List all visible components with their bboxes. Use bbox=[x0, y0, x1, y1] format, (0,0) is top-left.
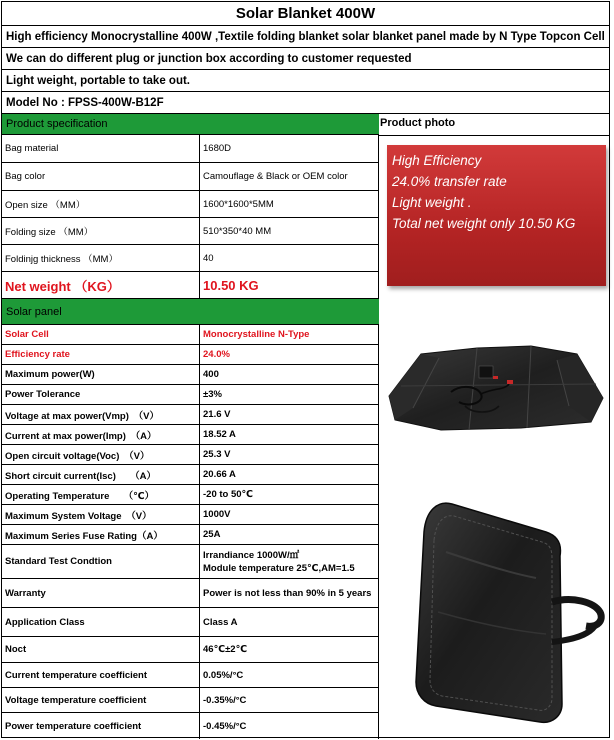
lower-value: -0.35%/°C bbox=[203, 694, 247, 706]
solar-row bbox=[2, 405, 379, 425]
std-test-row bbox=[2, 545, 379, 579]
lower-value: Power is not less than 90% in 5 years bbox=[203, 587, 372, 599]
lower-value: -0.45%/°C bbox=[203, 720, 247, 732]
spec-row bbox=[2, 191, 379, 218]
model-number: Model No : FPSS-400W-B12F bbox=[2, 92, 609, 114]
promo-line: 24.0% transfer rate bbox=[392, 174, 507, 189]
promo-line: Total net weight only 10.50 KG bbox=[392, 216, 576, 231]
spec-row bbox=[2, 245, 379, 272]
spec-row bbox=[2, 218, 379, 245]
solar-row bbox=[2, 445, 379, 465]
solar-label: Maximum Series Fuse Rating（A） bbox=[2, 525, 200, 544]
solar-value: 25.3 V bbox=[203, 449, 231, 460]
divider bbox=[379, 135, 609, 136]
lower-value: Class A bbox=[203, 616, 238, 628]
spec-value: 1680D bbox=[203, 143, 231, 154]
solar-row bbox=[2, 325, 379, 345]
std-test-line-2: Module temperature 25℃,AM=1.5 bbox=[203, 562, 355, 574]
lower-row bbox=[2, 608, 379, 637]
lower-row bbox=[2, 688, 379, 713]
solar-value: 24.0% bbox=[203, 349, 230, 360]
lower-row bbox=[2, 713, 379, 739]
solar-label: Solar Cell bbox=[2, 325, 200, 344]
intro-line-3: Light weight, portable to take out. bbox=[2, 70, 609, 92]
spec-value: 510*350*40 MM bbox=[203, 225, 272, 237]
solar-value: 1000V bbox=[203, 509, 231, 520]
spec-row bbox=[2, 135, 379, 163]
intro-line-2: We can do different plug or junction box according to customer requested bbox=[2, 48, 609, 70]
solar-label: Maximum power(W) bbox=[2, 365, 200, 384]
solar-value: 25A bbox=[203, 529, 221, 540]
solar-row bbox=[2, 525, 379, 545]
solar-value: Monocrystalline N-Type bbox=[203, 329, 310, 340]
spec-label: Folding size （MM） bbox=[2, 218, 200, 244]
photo-header: Product photo bbox=[380, 117, 456, 129]
solar-value: -20 to 50℃ bbox=[203, 489, 254, 500]
spec-value: 1600*1600*5MM bbox=[203, 198, 274, 210]
spec-label: Foldinjg thickness （MM） bbox=[2, 245, 200, 271]
std-test-label: Standard Test Condtion bbox=[2, 545, 200, 578]
solar-label: Open circuit voltage(Voc) （V） bbox=[2, 445, 200, 464]
spec-value: 40 bbox=[203, 252, 214, 264]
solar-row bbox=[2, 465, 379, 485]
solar-row bbox=[2, 385, 379, 405]
promo-line: Light weight . bbox=[392, 195, 472, 210]
solar-value: ±3% bbox=[203, 389, 222, 400]
lower-label: Voltage temperature coefficient bbox=[2, 688, 200, 712]
spec-value: Camouflage & Black or OEM color bbox=[203, 171, 348, 182]
net-weight-row bbox=[2, 272, 379, 299]
std-test-value bbox=[200, 545, 379, 578]
folded-bag-photo bbox=[386, 492, 606, 732]
unfolded-blanket-photo bbox=[381, 336, 607, 436]
lower-label: Power temperature coefficient bbox=[2, 713, 200, 739]
solar-row bbox=[2, 425, 379, 445]
std-test-line-1: Irrandiance 1000W/㎡ bbox=[203, 549, 300, 561]
solar-row bbox=[2, 345, 379, 365]
lower-label: Warranty bbox=[2, 579, 200, 607]
solar-label: Maximum System Voltage （V） bbox=[2, 505, 200, 524]
solar-label: Current at max power(Imp) （A） bbox=[2, 425, 200, 444]
lower-row bbox=[2, 579, 379, 608]
spec-label: Open size （MM） bbox=[2, 191, 200, 217]
solar-row bbox=[2, 505, 379, 525]
solar-row bbox=[2, 485, 379, 505]
lower-label: Current temperature coefficient bbox=[2, 663, 200, 687]
lower-value: 0.05%/°C bbox=[203, 669, 244, 681]
solar-label: Operating Temperature （℃） bbox=[2, 485, 200, 504]
solar-label: Short circuit current(Isc) （A） bbox=[2, 465, 200, 484]
solar-value: 18.52 A bbox=[203, 429, 236, 440]
lower-label: Application Class bbox=[2, 608, 200, 636]
promo-line: High Efficiency bbox=[392, 153, 482, 168]
promo-banner bbox=[387, 145, 606, 286]
solar-value: 21.6 V bbox=[203, 409, 231, 420]
spec-header: Product specification bbox=[2, 114, 379, 135]
solar-row bbox=[2, 365, 379, 385]
solar-header: Solar panel bbox=[2, 299, 379, 325]
solar-label: Power Tolerance bbox=[2, 385, 200, 404]
net-weight-label: Net weight （KG） bbox=[2, 272, 200, 298]
solar-value: 20.66 A bbox=[203, 469, 236, 480]
page-title: Solar Blanket 400W bbox=[2, 2, 609, 26]
intro-line-1: High efficiency Monocrystalline 400W ,Textile folding blanket solar blanket panel made by N Type Topcon Cell bbox=[2, 26, 609, 48]
lower-row bbox=[2, 663, 379, 688]
net-weight-value: 10.50 KG bbox=[203, 277, 259, 293]
solar-label: Efficiency rate bbox=[2, 345, 200, 364]
solar-label: Voltage at max power(Vmp) （V） bbox=[2, 405, 200, 424]
spec-label: Bag color bbox=[2, 163, 200, 190]
spec-label: Bag material bbox=[2, 135, 200, 162]
solar-value: 400 bbox=[203, 369, 219, 380]
lower-label: Noct bbox=[2, 637, 200, 662]
spec-column bbox=[2, 114, 379, 739]
lower-row bbox=[2, 637, 379, 663]
lower-value: 46℃±2℃ bbox=[203, 644, 248, 655]
spec-row bbox=[2, 163, 379, 191]
